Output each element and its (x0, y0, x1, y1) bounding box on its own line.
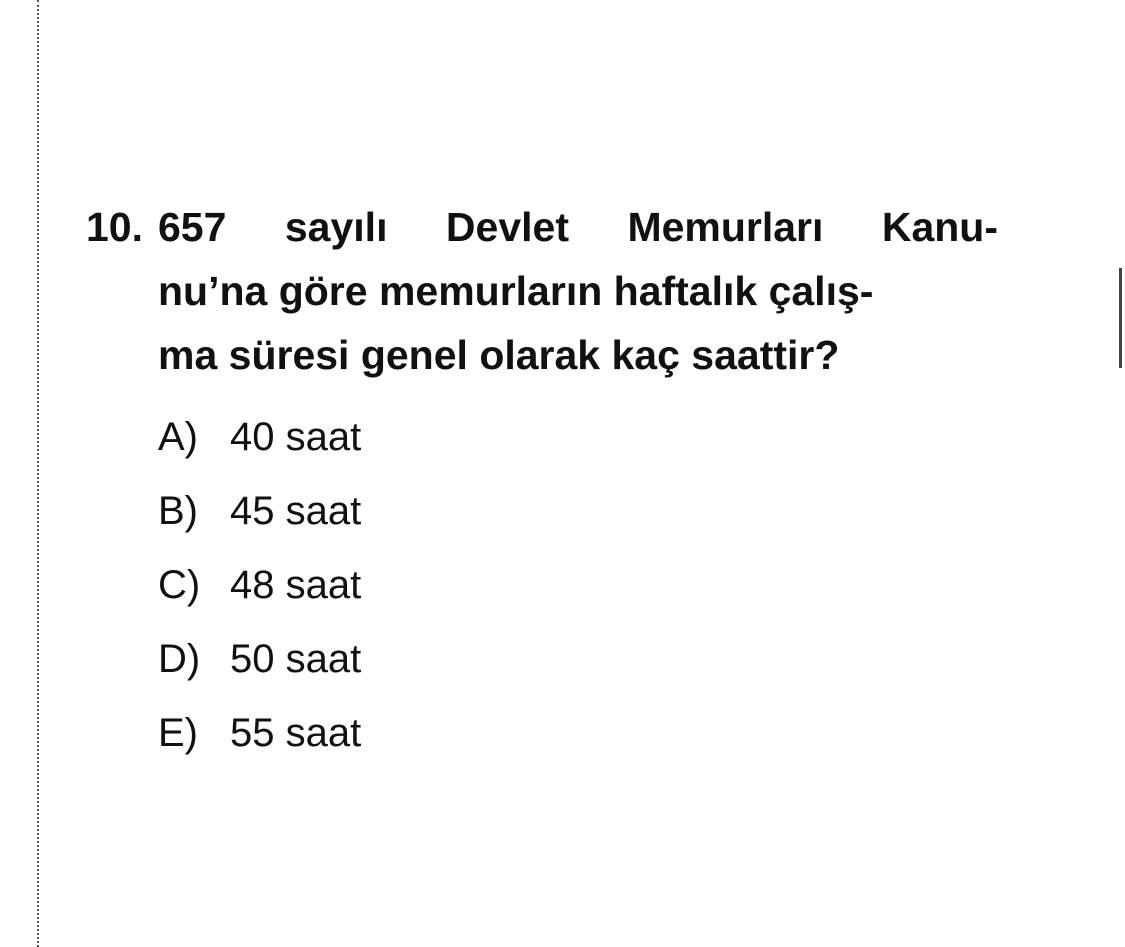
option-d[interactable] (158, 627, 361, 701)
question-line-3 (86, 323, 1006, 387)
option-b[interactable] (158, 479, 361, 553)
question-word: Memurları (627, 204, 824, 250)
question-word: Kanu- (881, 204, 998, 250)
answer-options (158, 405, 361, 775)
option-letter: D) (158, 637, 201, 681)
option-letter: E) (158, 711, 198, 755)
option-letter: C) (158, 563, 201, 607)
option-letter: B) (158, 489, 198, 533)
question-text-line-3: ma süresi genel olarak kaç saattir? (158, 332, 840, 378)
question-line-2 (86, 259, 1006, 323)
question-text-line-2: nu’na göre memurların haftalık çalış- (158, 268, 874, 314)
option-text: 45 saat (230, 489, 362, 533)
question-word: 657 (158, 204, 227, 250)
question-word: Devlet (445, 204, 569, 250)
question-number: 10. (86, 204, 143, 250)
option-text: 48 saat (230, 563, 362, 607)
option-letter: A) (158, 415, 198, 459)
option-e[interactable] (158, 701, 361, 775)
page-margin-rule (37, 0, 39, 947)
page-edge-mark (1119, 268, 1122, 368)
option-a[interactable] (158, 405, 361, 479)
question-line-1 (86, 195, 1006, 259)
option-text: 50 saat (230, 637, 362, 681)
option-text: 40 saat (230, 415, 362, 459)
question-word: sayılı (284, 204, 388, 250)
option-text: 55 saat (230, 711, 362, 755)
question-block (86, 195, 1006, 387)
option-c[interactable] (158, 553, 361, 627)
question-text-line-1 (158, 195, 998, 259)
